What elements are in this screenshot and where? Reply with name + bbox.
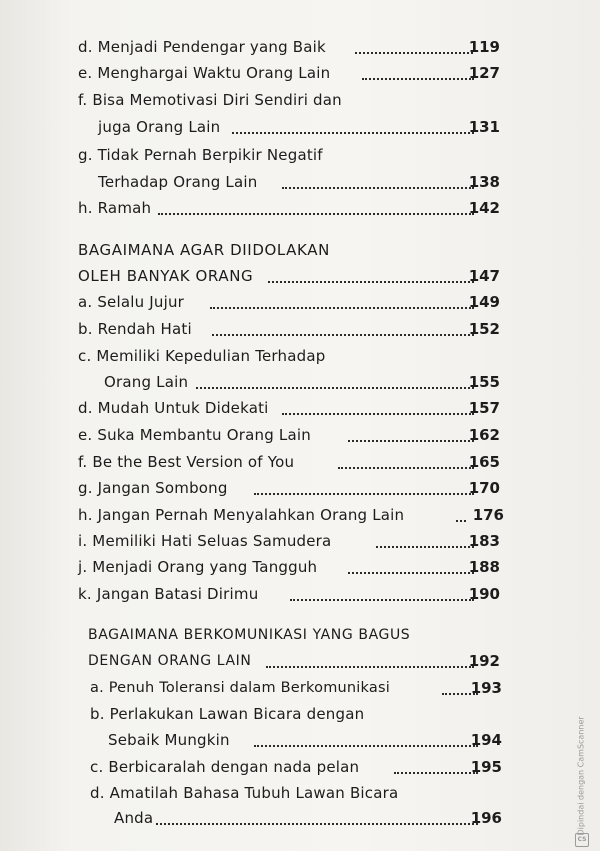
toc-entry: h. Ramah xyxy=(78,199,152,217)
page-number: 138 xyxy=(468,173,500,191)
toc-entry: j. Menjadi Orang yang Tangguh xyxy=(78,558,318,576)
page-number: 190 xyxy=(468,585,500,603)
camscanner-logo-icon: CS xyxy=(575,833,589,847)
page-number: 162 xyxy=(468,426,500,444)
toc-entry: k. Jangan Batasi Dirimu xyxy=(78,585,259,603)
toc-entry: i. Memiliki Hati Seluas Samudera xyxy=(78,532,332,550)
toc-entry: d. Menjadi Pendengar yang Baik xyxy=(78,38,326,56)
toc-entry: Terhadap Orang Lain xyxy=(98,173,258,191)
page-number: 196 xyxy=(470,809,502,827)
page-number: 157 xyxy=(468,399,500,417)
page-number: 193 xyxy=(470,679,502,697)
section-heading: BAGAIMANA AGAR DIIDOLAKAN xyxy=(78,241,330,259)
toc-entry: f. Bisa Memotivasi Diri Sendiri dan xyxy=(78,91,342,109)
page-number: 152 xyxy=(468,320,500,338)
page-number: 192 xyxy=(468,652,500,670)
page-number: 131 xyxy=(468,118,500,136)
page-number: 147 xyxy=(468,267,500,285)
watermark-text: Dipindai dengan CamScanner xyxy=(576,716,586,836)
page-number: 170 xyxy=(468,479,500,497)
page-number: 194 xyxy=(470,731,502,749)
page-number: 165 xyxy=(468,453,500,471)
page-number: 183 xyxy=(468,532,500,550)
page-number: 188 xyxy=(468,558,500,576)
section-heading: BAGAIMANA BERKOMUNIKASI YANG BAGUS xyxy=(88,627,411,643)
page-number: 142 xyxy=(468,199,500,217)
toc-entry: d. Mudah Untuk Didekati xyxy=(78,399,269,417)
toc-entry: g. Jangan Sombong xyxy=(78,479,228,497)
toc-entry: a. Selalu Jujur xyxy=(78,293,185,311)
page-number: 195 xyxy=(470,758,502,776)
section-heading: DENGAN ORANG LAIN xyxy=(88,653,252,669)
page-number: 127 xyxy=(468,64,500,82)
toc-entry: g. Tidak Pernah Berpikir Negatif xyxy=(78,146,323,164)
toc-entry: b. Rendah Hati xyxy=(78,320,192,338)
toc-entry: f. Be the Best Version of You xyxy=(78,453,295,471)
toc-entry: juga Orang Lain xyxy=(98,118,221,136)
toc-entry: Sebaik Mungkin xyxy=(108,731,230,749)
toc-entry: Orang Lain xyxy=(104,373,189,391)
toc-entry: c. Memiliki Kepedulian Terhadap xyxy=(78,347,326,365)
toc-entry: e. Menghargai Waktu Orang Lain xyxy=(78,64,331,82)
scanner-watermark xyxy=(574,700,588,850)
toc-entry: c. Berbicaralah dengan nada pelan xyxy=(90,758,360,776)
section-heading: OLEH BANYAK ORANG xyxy=(78,267,254,285)
toc-entry: e. Suka Membantu Orang Lain xyxy=(78,426,311,444)
toc-entry: b. Perlakukan Lawan Bicara dengan xyxy=(90,705,365,723)
toc-entry: h. Jangan Pernah Menyalahkan Orang Lain xyxy=(78,506,405,524)
page-number: 149 xyxy=(468,293,500,311)
toc-entry: a. Penuh Toleransi dalam Berkomunikasi xyxy=(90,680,390,696)
toc-entry: Anda xyxy=(114,809,154,827)
toc-entry: d. Amatilah Bahasa Tubuh Lawan Bicara xyxy=(90,784,399,802)
page-number: 119 xyxy=(468,38,500,56)
page-number: 155 xyxy=(468,373,500,391)
page-number: 176 xyxy=(472,506,504,524)
